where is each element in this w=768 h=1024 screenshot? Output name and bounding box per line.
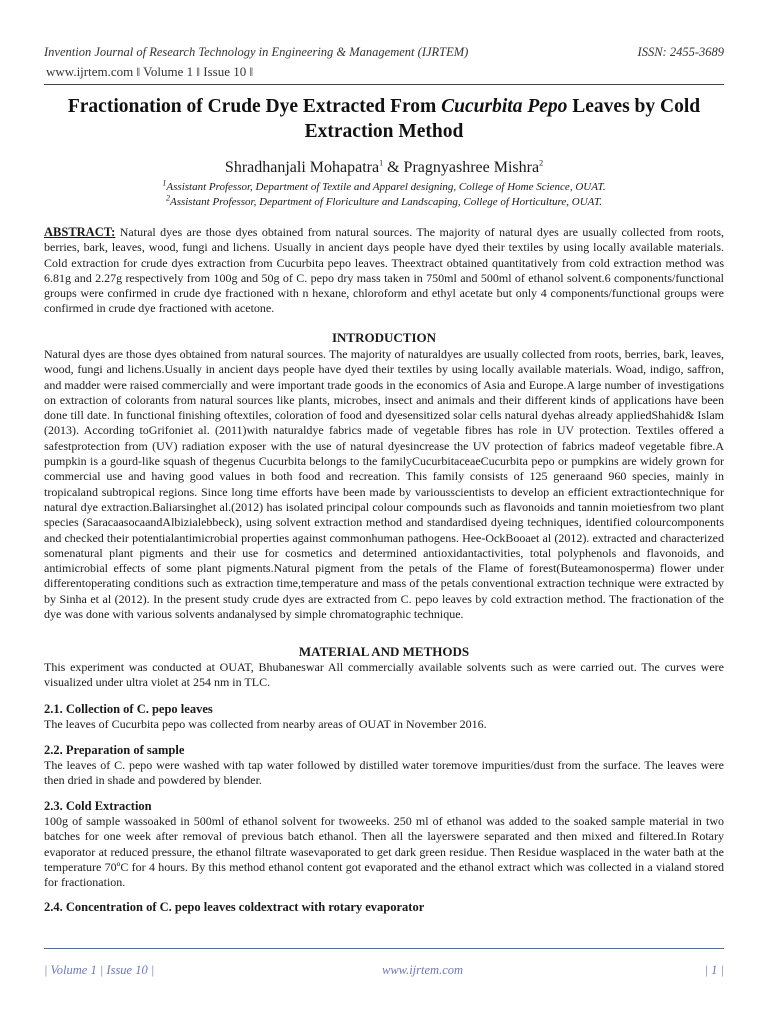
author-2: Pragnyashree Mishra: [403, 159, 540, 176]
issn: ISSN: 2455-3689: [637, 45, 724, 59]
affiliation-1: [44, 178, 724, 193]
title-part-1: Fractionation of Crude Dye Extracted From: [67, 96, 442, 117]
methods-heading: MATERIAL AND METHODS: [298, 644, 470, 659]
affiliation-2-text: Assistant Professor, Department of Floriculture and Landscaping, College of Horticulture, OUAT.: [169, 196, 603, 208]
title-part-2: Leaves by Cold: [567, 96, 701, 117]
affiliation-1-mark: 1: [162, 178, 167, 188]
journal-name: Invention Journal of Research Technology in Engineering & Management (IJRTEM): [44, 45, 469, 59]
author-separator: &: [383, 159, 404, 176]
affiliation-2-mark: 2: [165, 193, 170, 203]
paper-title: [44, 94, 724, 144]
footer-volume: | Volume 1 | Issue 10 |: [44, 963, 155, 977]
footer-rule: [44, 948, 724, 949]
author-2-mark: 2: [539, 158, 544, 168]
footer-page-number: | 1 |: [704, 963, 724, 977]
title-line-2: Extraction Method: [304, 121, 464, 142]
footer-url-link[interactable]: www.ijrtem.com: [382, 963, 464, 977]
section-2-3-heading: 2.3. Cold Extraction: [44, 799, 152, 813]
introduction-text: Natural dyes are those dyes obtained from natural sources. The majority of naturaldyes are usually collected from roots, berries, bark, leaves, wood, fungi and lichens.Usually in ancient days people have dyed their textiles by using locally available materials. Woad, indigo, saffron, and madder were raised commercially and were important trade goods in the economics of Asia and Europe.A large number of investigations on extraction of colorants from natural sources like plants, microbes, insect and animals and their different kinds of applications have been done till date. In functional finishing oftextiles, coloration of food and dyesensitized solar cells natural dyehas already appliedShahid& Islam (2013). According toGrifoniet al. (2011)with naturaldye fabrics made of vegetable fibres has role in UV protection. Textiles offered a safestprotection from (UV) radiation exposer with the use of natural dyesincrease the UV protection of fabrics madeof vegetable fibre.A pumpkin is a gourd-like squash of thegenus Cucurbita belongs to the familyCucurbitaceaeCucurbita pepo or pumpkins are widely grown for commercial use and having good values in both food and recreation. This family consists of 125 generaand 960 species, mainly in tropicaland subtropical regions. Since long time efforts have been made by variousscientists to develop an efficient extractiontechnique for natural dye extraction.Baliarsinghet al.(2012) has isolated principal colour compounds such as flavonoids and tannin moietiesfrom two plant species (SaracaasocaandAlbizialebbeck), using solvent extraction method and standardised dyeing techniques, identified colourcomponents and checked their potentialantimicrobial properties against commonhuman pathogens. Hee-OckBooaet al (2012). extracted and characterized somenatural plant pigments and their use for cosmetics and determined antioxidantactivities, total polyphenols and flavonoids, and antimicrobial effects of some plant pigments.Natural pigment from the petals of the Flame of forest(Buteamonosperma) flower under differentoperating conditions such as extraction time,temperature and mass of the petals conventional extraction technique were extracted by by Sinha et al (2012). In the present study crude dyes are extracted from C. pepo leaves by cold extraction method. The fractionation of the dye was done with various solvents andanalysed by simple chromatographic technique.: [44, 347, 724, 622]
author-1-mark: 1: [379, 158, 384, 168]
abstract-label: ABSTRACT:: [44, 225, 116, 239]
section-2-2-heading: 2.2. Preparation of sample: [44, 743, 185, 757]
section-2-1-text: The leaves of Cucurbita pepo was collected from nearby areas of OUAT in November 2016.: [44, 717, 487, 731]
section-2-1-heading: 2.1. Collection of C. pepo leaves: [44, 702, 213, 716]
journal-url-line: www.ijrtem.com ǁ Volume 1 ǁ Issue 10 ǁ: [46, 64, 254, 79]
methods-intro: This experiment was conducted at OUAT, Bhubaneswar All commercially available solvents such as were carried out. The curves were visualized under ultra violet at 254 nm in TLC.: [44, 660, 724, 690]
affiliation-1-text: Assistant Professor, Department of Textile and Apparel designing, College of Home Science, OUAT.: [166, 181, 606, 193]
author-1: Shradhanjali Mohapatra: [224, 159, 380, 176]
affiliation-2: [44, 193, 724, 208]
section-2-4-heading: 2.4. Concentration of C. pepo leaves coldextract with rotary evaporator: [44, 900, 425, 914]
title-species: Cucurbita Pepo: [441, 96, 568, 117]
abstract: [44, 225, 724, 317]
abstract-text: Natural dyes are those dyes obtained from natural sources. The majority of natural dyes are usually collected from roots, berries, bark, leaves, wood, fungi and lichens. Usually in ancient days people have dyed their textiles by using locally available materials. Cold extraction for crude dyes extraction from Cucurbita pepo leaves. Theextract obtained quantitatively from cold extraction method was 6.81g and 2.27g respectively from 100g and 50g of C. pepo dry mass taken in 750ml and 500ml of ethanol solvent.6 components/functional groups were confirmed in crude dye fractioned with n hexane, chloroform and ethyl acetate but only 4 components/functional groups were confirmed in crude dye fractioned with acetone.: [44, 225, 724, 316]
section-2-2-text: The leaves of C. pepo were washed with tap water followed by distilled water toremove impurities/dust from the surface. The leaves were then dried in shade and powdered by blender.: [44, 758, 724, 788]
introduction-heading: INTRODUCTION: [331, 330, 436, 345]
section-2-3-text: 100g of sample wassoaked in 500ml of ethanol solvent for twoweeks. 250 ml of ethanol was added to the soaked sample material in two batches for one week after removal of previous batch ethanol. Then all the layerswere separated and then mixed and filtered.In Rotary evaporator at reduced pressure, the ethanol filtrate wasevaporated to get dark green residue. Then Residue wasplaced in the water bath at the temperature 70ºC for 4 hours. By this method ethanol content got evaporated and the ethanol extract which was collected in a vialand stored for fractionation.: [44, 814, 724, 890]
header-rule: [44, 84, 724, 85]
authors: [44, 159, 724, 177]
